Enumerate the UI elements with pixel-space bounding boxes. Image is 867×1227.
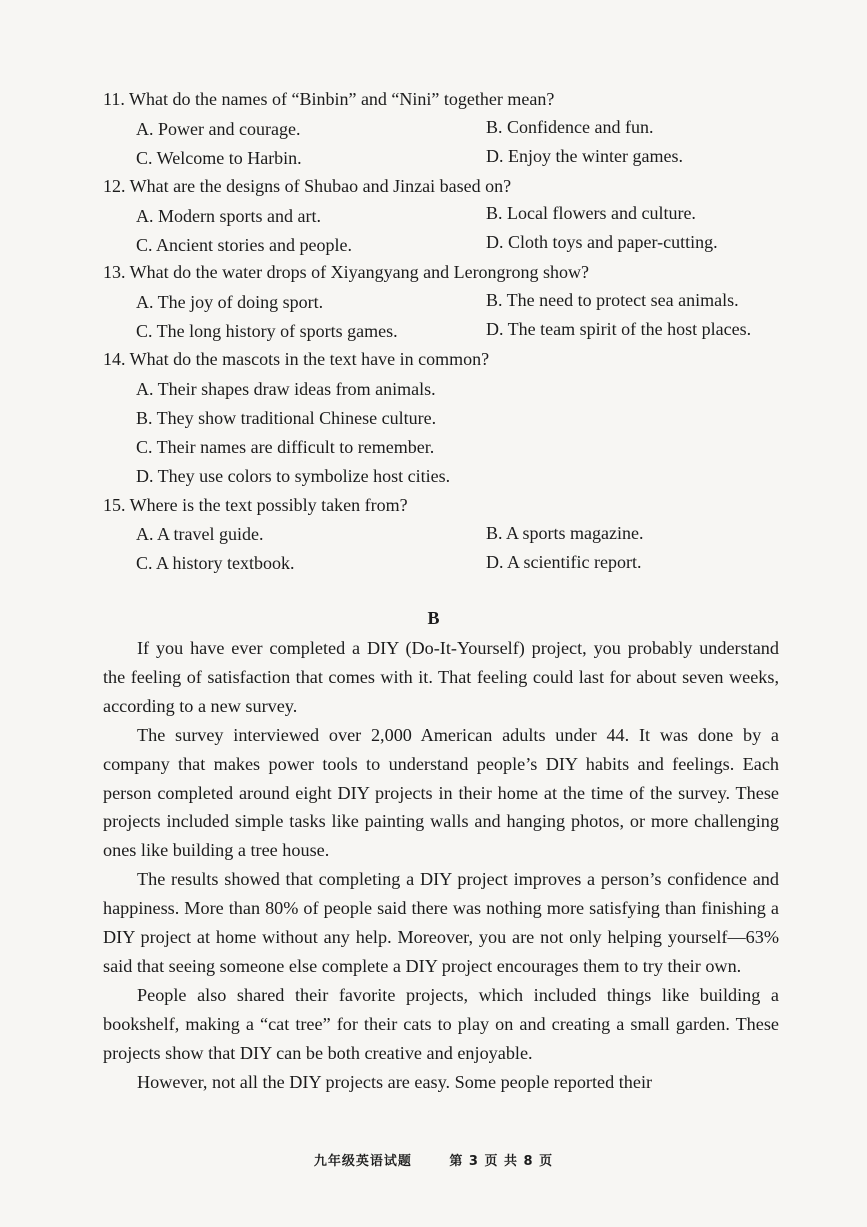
question-11-option-c: C. Welcome to Harbin. <box>136 148 302 168</box>
reading-passage-b <box>103 634 779 1097</box>
section-b-heading: B <box>427 608 440 628</box>
question-12-stem: 12. What are the designs of Shubao and Jinzai based on? <box>103 176 512 196</box>
question-15-option-d: D. A scientific report. <box>486 552 642 572</box>
passage-paragraph-2: The survey interviewed over 2,000 American adults under 44. It was done by a company that makes power tools to understand people’s DIY habits and feelings. Each person completed around eight DIY projects in their home at the time of the survey. These projects included simple tasks like painting walls and hanging photos, or more challenging ones like building a tree house. <box>103 724 779 861</box>
question-11-option-b: B. Confidence and fun. <box>486 117 654 137</box>
question-12-option-b: B. Local flowers and culture. <box>486 203 696 223</box>
question-15-option-a: A. A travel guide. <box>136 524 264 544</box>
passage-paragraph-3: The results showed that completing a DIY project improves a person’s confidence and happiness. More than 80% of people said there was nothing more satisfying than finishing a DIY project at home without any help. Moreover, you are not only helping yourself—63% said that seeing someone else complete a DIY project encourages them to try their own. <box>103 869 779 976</box>
question-14-option-a: A. Their shapes draw ideas from animals. <box>136 379 436 399</box>
footer-subject: 九年级英语试题 <box>313 1154 412 1169</box>
question-13-option-c: C. The long history of sports games. <box>136 321 398 341</box>
question-11-stem: 11. What do the names of “Binbin” and “Nini” together mean? <box>103 89 555 109</box>
question-12-option-a: A. Modern sports and art. <box>136 206 321 226</box>
question-13-stem: 13. What do the water drops of Xiyangyang and Lerongrong show? <box>103 262 590 282</box>
question-11-option-d: D. Enjoy the winter games. <box>486 146 683 166</box>
question-12-option-d: D. Cloth toys and paper-cutting. <box>486 232 718 252</box>
passage-paragraph-1: If you have ever completed a DIY (Do-It-Yourself) project, you probably understand the feeling of satisfaction that comes with it. That feeling could last for about seven weeks, according to a new survey. <box>103 638 779 716</box>
question-13-option-b: B. The need to protect sea animals. <box>486 290 739 310</box>
question-15-stem: 15. Where is the text possibly taken from? <box>103 495 408 515</box>
passage-paragraph-4: People also shared their favorite projects, which included things like building a bookshelf, making a “cat tree” for their cats to play on and creating a small garden. These projects show that DIY can be both creative and enjoyable. <box>103 984 779 1063</box>
question-14-option-d: D. They use colors to symbolize host cities. <box>136 466 451 486</box>
question-14-option-b: B. They show traditional Chinese culture. <box>136 408 437 428</box>
question-14-stem: 14. What do the mascots in the text have in common? <box>103 349 490 369</box>
question-13-option-d: D. The team spirit of the host places. <box>486 319 752 339</box>
question-13-option-a: A. The joy of doing sport. <box>136 292 324 312</box>
question-15-option-b: B. A sports magazine. <box>486 523 644 543</box>
passage-paragraph-5: However, not all the DIY projects are easy. Some people reported their <box>137 1071 653 1092</box>
page-footer <box>0 1150 867 1169</box>
question-11-option-a: A. Power and courage. <box>136 119 301 139</box>
question-12-option-c: C. Ancient stories and people. <box>136 235 352 255</box>
footer-page-number: 第 3 页 共 8 页 <box>449 1154 554 1169</box>
question-15-option-c: C. A history textbook. <box>136 553 295 573</box>
question-14-option-c: C. Their names are difficult to remember. <box>136 437 435 457</box>
